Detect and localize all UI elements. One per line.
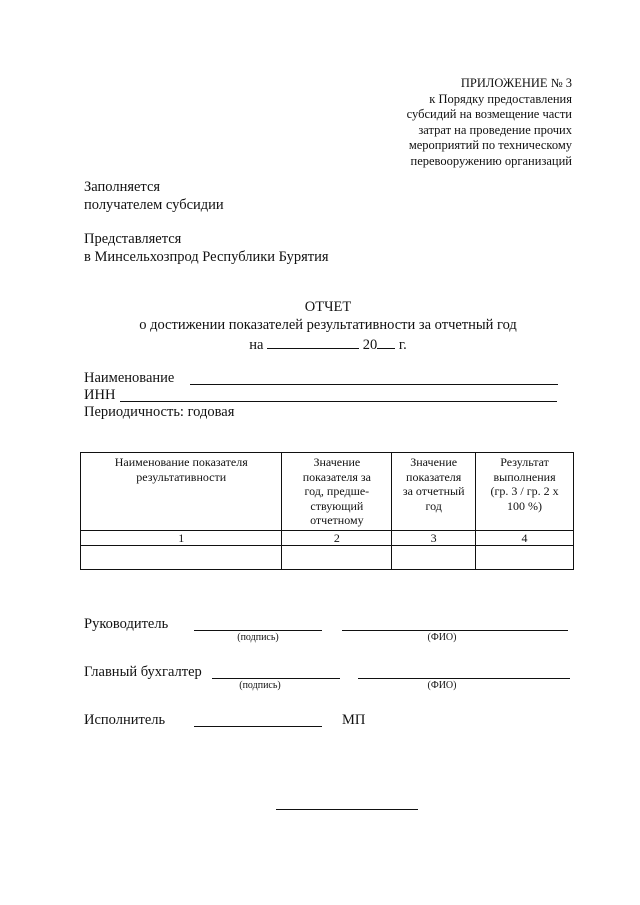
submitted-to-note <box>84 230 329 266</box>
column-number: 3 <box>392 530 476 546</box>
table-cell[interactable] <box>81 546 282 570</box>
accountant-signature-field[interactable] <box>212 678 340 679</box>
report-year-line <box>0 334 640 354</box>
table-cell[interactable] <box>392 546 476 570</box>
year-prefix: на <box>249 337 264 353</box>
header-indicator-name <box>81 453 282 531</box>
inn-field[interactable] <box>120 401 557 402</box>
report-title: ОТЧЕТ <box>304 299 352 315</box>
header-text: 100 %) <box>507 498 543 513</box>
filled-by-line: получателем субсидии <box>84 197 224 213</box>
header-text: Наименование показателя <box>114 455 248 469</box>
column-number: 2 <box>282 530 392 546</box>
accountant-name-field[interactable] <box>358 678 570 679</box>
head-name-field[interactable] <box>342 630 568 631</box>
header-report-year-value <box>392 453 476 531</box>
appendix-line: ПРИЛОЖЕНИЕ № 3 <box>460 76 572 90</box>
header-text: ствующий <box>310 498 364 513</box>
bottom-line <box>276 809 418 810</box>
stamp-label: МП <box>342 712 366 728</box>
appendix-header <box>407 76 572 169</box>
table-cell[interactable] <box>282 546 392 570</box>
header-text: Значение <box>313 455 361 469</box>
name-label: Наименование <box>84 370 175 386</box>
year-mid: 20 <box>362 337 378 353</box>
executor-label: Исполнитель <box>84 712 166 728</box>
report-subtitle: о достижении показателей результативности за отчетный год <box>139 317 517 333</box>
table-number-row <box>81 530 574 546</box>
header-result <box>476 453 574 531</box>
header-previous-year-value <box>282 453 392 531</box>
report-title-block <box>0 298 640 354</box>
header-text: год, предше- <box>304 484 370 498</box>
appendix-line: к Порядку предоставления <box>429 91 572 106</box>
header-text: (гр. 3 / гр. 2 х <box>490 484 559 498</box>
column-number: 4 <box>476 530 574 546</box>
appendix-line: перевооружению организаций <box>410 153 572 168</box>
header-text: показателя <box>406 469 462 484</box>
table-header-row <box>81 453 574 531</box>
appendix-line: мероприятий по техническому <box>408 138 572 152</box>
indicators-table <box>80 452 574 570</box>
month-blank[interactable] <box>267 334 359 349</box>
periodicity: Периодичность: годовая <box>84 404 235 420</box>
inn-label: ИНН <box>84 387 116 403</box>
filled-by-note <box>84 178 224 214</box>
header-text: Результат <box>500 455 549 469</box>
submitted-to-line: в Минсельхозпрод Республики Бурятия <box>84 249 329 265</box>
table-cell[interactable] <box>476 546 574 570</box>
header-text: год <box>425 498 442 513</box>
table-row <box>81 546 574 570</box>
accountant-label: Главный бухгалтер <box>84 664 202 680</box>
header-text: показателя за <box>302 469 371 484</box>
signature-caption: (подпись) <box>239 680 281 691</box>
head-label: Руководитель <box>84 616 169 632</box>
year-blank[interactable] <box>377 334 395 349</box>
name-field[interactable] <box>190 384 558 385</box>
header-text: Значение <box>410 455 458 469</box>
name-caption: (ФИО) <box>427 680 457 691</box>
filled-by-line: Заполняется <box>84 179 161 195</box>
header-text: выполнения <box>493 469 556 484</box>
appendix-line: субсидий на возмещение части <box>406 107 572 121</box>
header-text: отчетному <box>310 513 364 527</box>
appendix-line: затрат на проведение прочих <box>418 122 572 137</box>
head-signature-field[interactable] <box>194 630 322 631</box>
column-number: 1 <box>81 530 282 546</box>
signature-caption: (подпись) <box>237 632 279 643</box>
header-text: результативности <box>136 469 227 484</box>
submitted-to-line: Представляется <box>84 231 182 247</box>
year-suffix: г. <box>398 337 407 353</box>
name-caption: (ФИО) <box>427 632 457 643</box>
executor-signature-field[interactable] <box>194 726 322 727</box>
header-text: за отчетный <box>402 484 465 498</box>
